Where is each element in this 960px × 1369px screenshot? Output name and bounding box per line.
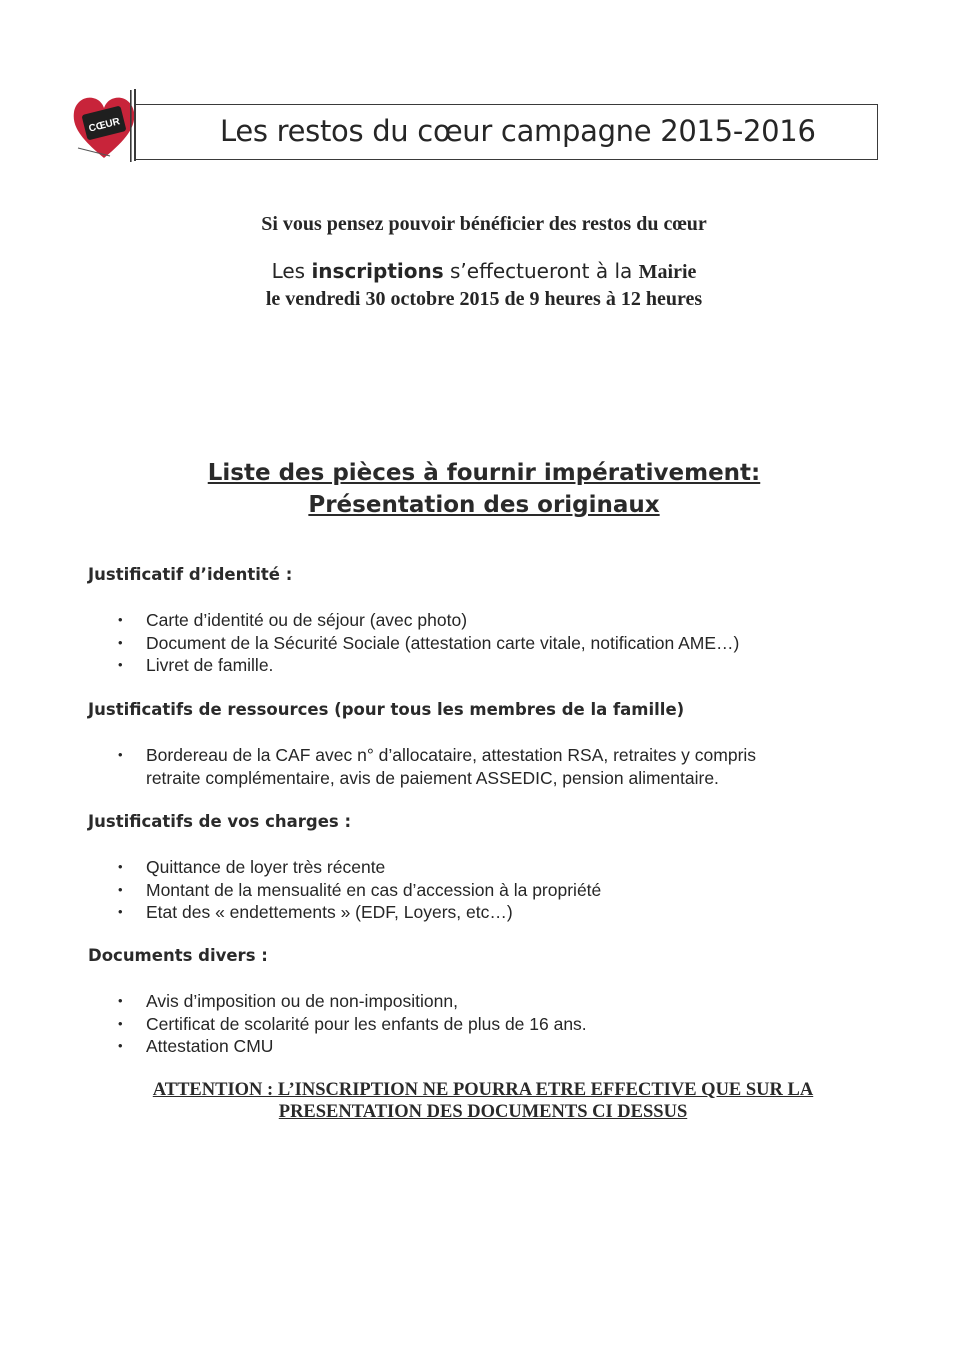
misc-list (118, 990, 587, 1058)
attention-line-1: ATTENTION : L’INSCRIPTION NE POURRA ETRE EFFECTIVE QUE SUR LA (152, 1080, 814, 1100)
list-item: • Attestation CMU (118, 1035, 587, 1058)
page-title: Les restos du cœur campagne 2015-2016 (220, 114, 816, 148)
list-item: • Certificat de scolarité pour les enfants de plus de 16 ans. (118, 1013, 587, 1036)
list-item: • Bordereau de la CAF avec n° d’allocataire, attestation RSA, retraites y compris (118, 744, 756, 767)
section-title-charges: Justificatifs de vos charges : (88, 812, 352, 831)
list-item: • Carte d’identité ou de séjour (avec photo) (118, 609, 739, 632)
list-subheading: Présentation des originaux (308, 492, 660, 518)
identity-list (118, 609, 739, 677)
section-title-identity: Justificatif d’identité : (88, 565, 293, 584)
list-heading: Liste des pièces à fournir impérativement: (207, 460, 761, 486)
section-title-resources: Justificatifs de ressources (pour tous les membres de la famille) (88, 700, 685, 719)
list-item: • Avis d’imposition ou de non-impositionn, (118, 990, 587, 1013)
intro-line-2: Les inscriptions s’effectueront à la Mairie (271, 259, 697, 283)
section-title-misc: Documents divers : (88, 946, 268, 965)
intro-line-3: le vendredi 30 octobre 2015 de 9 heures à 12 heures (265, 288, 703, 310)
list-item: • Montant de la mensualité en cas d’accession à la propriété (118, 879, 601, 902)
restos-du-coeur-logo-icon (70, 86, 138, 166)
list-item: • Document de la Sécurité Sociale (attestation carte vitale, notification AME…) (118, 632, 739, 655)
charges-list (118, 856, 601, 924)
list-item: • Livret de famille. (118, 654, 739, 677)
list-item-continuation: retraite complémentaire, avis de paiement ASSEDIC, pension alimentaire. (146, 767, 719, 788)
resources-list (118, 744, 756, 789)
attention-line-2: PRESENTATION DES DOCUMENTS CI DESSUS (278, 1102, 688, 1122)
svg-text:CŒUR: CŒUR (87, 116, 122, 135)
list-item: • Quittance de loyer très récente (118, 856, 601, 879)
list-item: • Etat des « endettements » (EDF, Loyers, etc…) (118, 901, 601, 924)
intro-line-1: Si vous pensez pouvoir bénéficier des restos du cœur (261, 213, 707, 235)
